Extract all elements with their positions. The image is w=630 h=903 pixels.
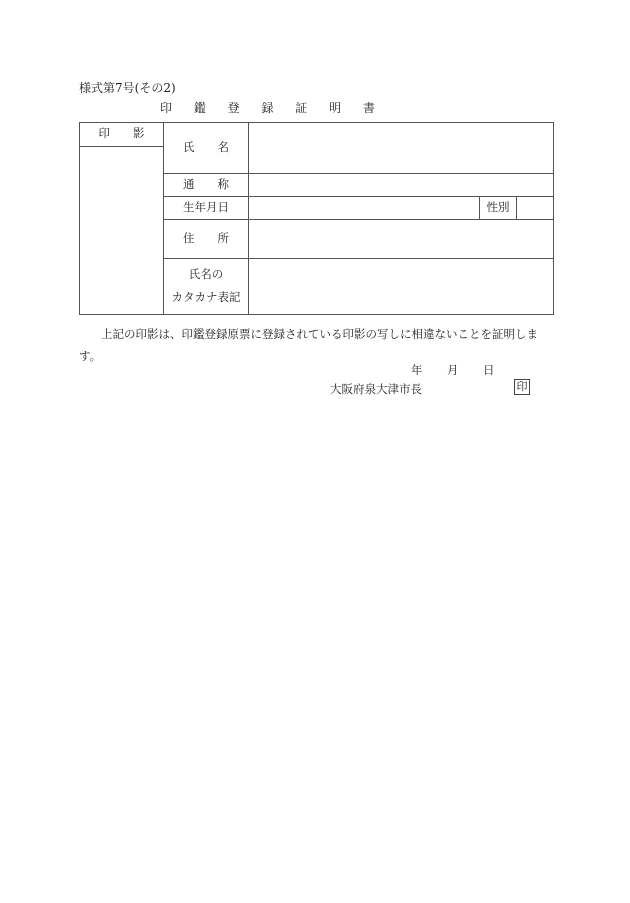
certification-statement (79, 323, 555, 367)
seal-impression-label: 印 影 (98, 126, 145, 140)
birthdate-label: 生年月日 (183, 200, 229, 214)
katakana-label-line1: 氏名の (188, 267, 224, 281)
birthdate-field[interactable] (249, 197, 479, 219)
certification-text: 上記の印影は、印鑑登録原票に登録されている印影の写しに相違ないことを証明します。 (79, 327, 538, 363)
table-border-right (553, 122, 554, 315)
katakana-field[interactable] (249, 259, 553, 314)
katakana-label-line2: カタカナ表記 (171, 290, 241, 304)
issue-date (411, 362, 495, 378)
seal-impression-area (80, 147, 163, 314)
gender-label: 性別 (486, 200, 510, 214)
alias-label: 通 称 (183, 177, 229, 191)
year-label: 年 (411, 363, 423, 377)
table-border-bottom (79, 314, 554, 315)
name-field[interactable] (249, 123, 553, 173)
address-label: 住 所 (183, 231, 229, 245)
seal-stamp-icon: 印 (514, 379, 530, 395)
address-field[interactable] (249, 220, 553, 258)
form-number: 様式第7号(その2) (79, 81, 176, 95)
document-title: 印 鑑 登 録 証 明 書 (160, 101, 384, 115)
alias-field[interactable] (249, 174, 553, 196)
gender-field[interactable] (517, 197, 553, 219)
name-label: 氏 名 (183, 140, 229, 154)
month-label: 月 (447, 363, 459, 377)
issuer-name: 大阪府泉大津市長 (330, 382, 422, 396)
day-label: 日 (483, 363, 495, 377)
